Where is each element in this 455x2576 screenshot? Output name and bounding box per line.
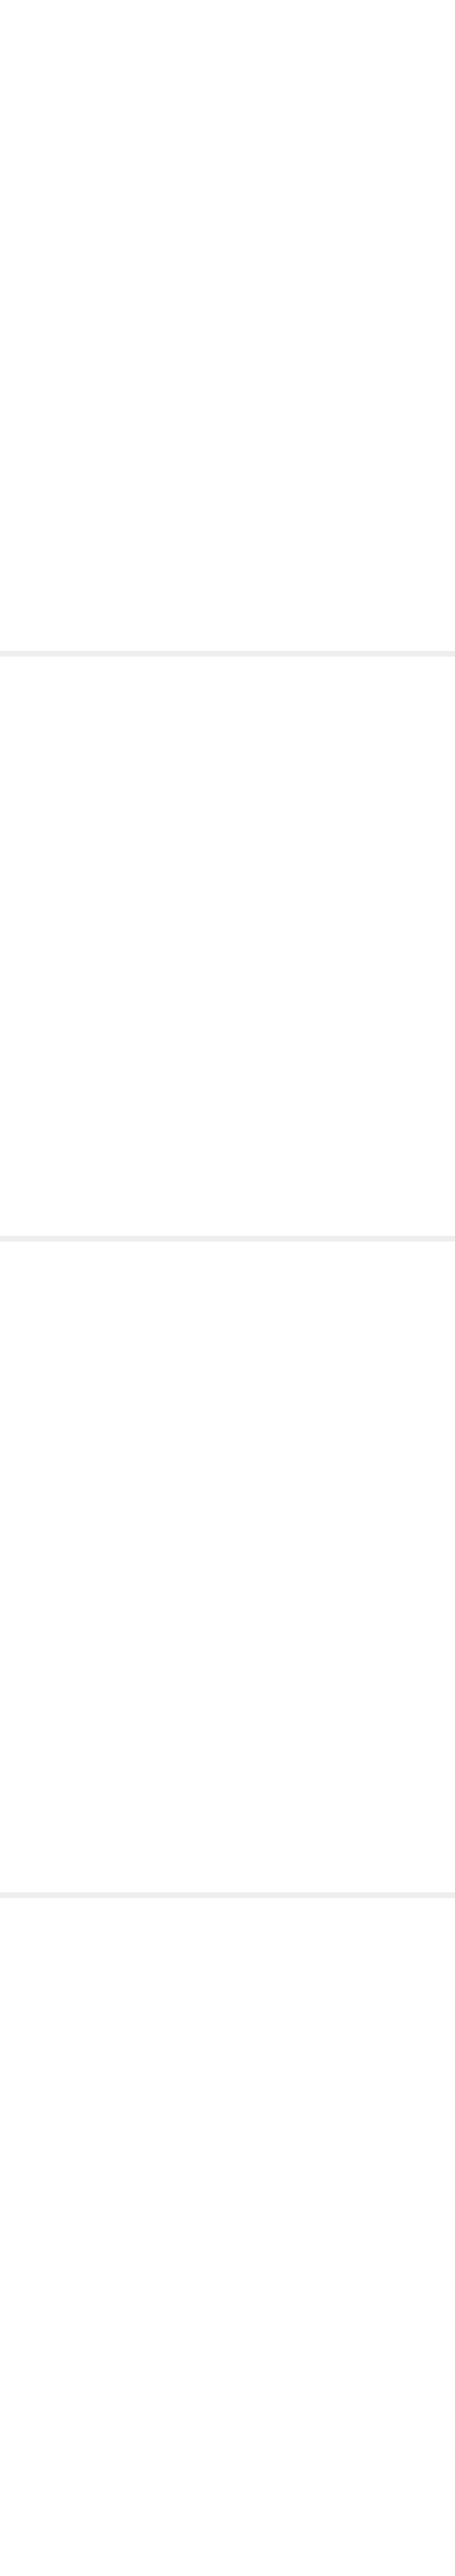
document-page-1 (0, 0, 455, 651)
page-separator (0, 1236, 455, 1242)
document-page-3 (0, 1242, 455, 1892)
page-separator (0, 651, 455, 657)
document-page-4 (0, 1898, 455, 2576)
page-separator (0, 1892, 455, 1898)
document-page-2 (0, 657, 455, 1236)
